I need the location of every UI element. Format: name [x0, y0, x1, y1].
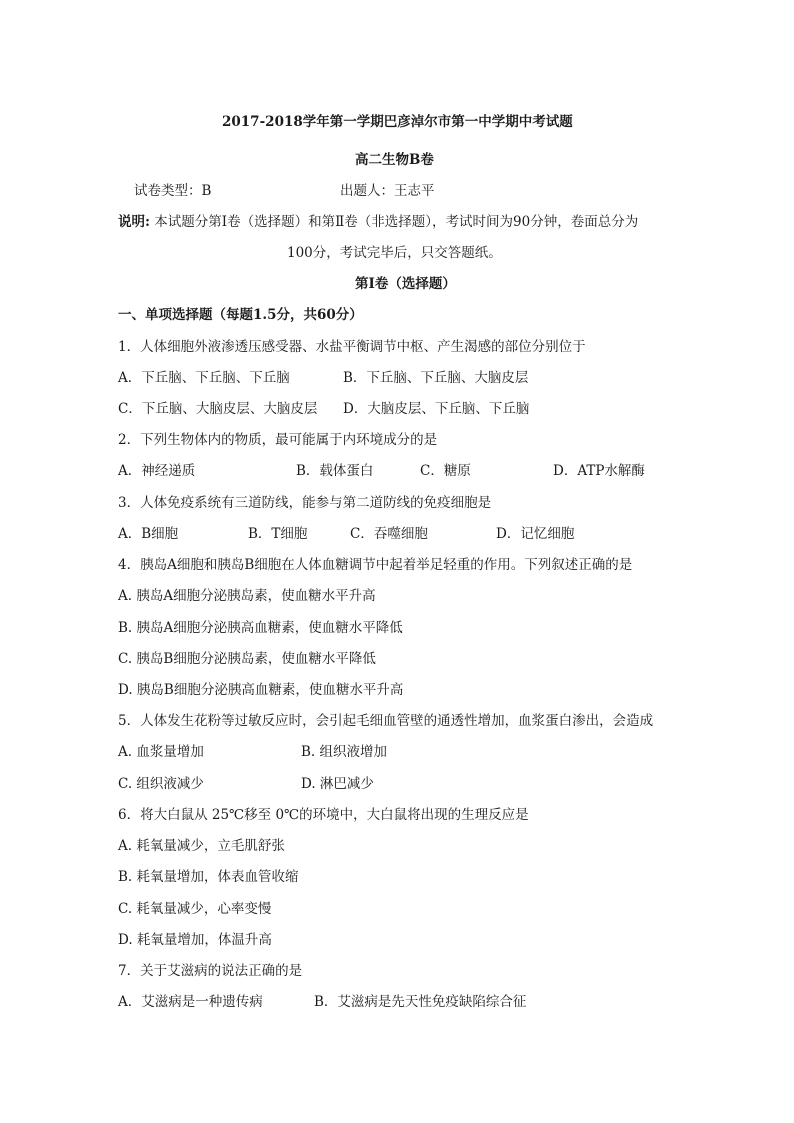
question-3-stem: 3．人体免疫系统有三道防线，能参与第二道防线的免疫细胞是 [118, 495, 492, 511]
question-7-option-b: B．艾滋病是先天性免疫缺陷综合征 [314, 994, 527, 1010]
question-5-option-b: B. 组织液增加 [301, 744, 388, 760]
section-1-title: 一、单项选择题（每题1.5分，共60分） [118, 307, 363, 323]
question-1-option-a: A．下丘脑、下丘脑、下丘脑 [118, 370, 290, 386]
question-3-option-d: D．记忆细胞 [496, 526, 575, 542]
exam-title: 2017-2018学年第一学期巴彦淖尔市第一中学期中考试题 [222, 114, 573, 130]
question-5-option-a: A. 血浆量增加 [118, 744, 204, 760]
question-2-option-b: B．载体蛋白 [296, 463, 374, 479]
question-1-stem: 1．人体细胞外液渗透压感受器、水盐平衡调节中枢、产生渴感的部位分别位于 [118, 339, 586, 355]
question-6-option-c: C. 耗氧量减少，心率变慢 [118, 901, 272, 917]
question-7-stem: 7．关于艾滋病的说法正确的是 [118, 963, 303, 979]
question-4-option-c: C. 胰岛B细胞分泌胰岛素，使血糖水平降低 [118, 651, 376, 667]
question-1-option-b: B．下丘脑、下丘脑、大脑皮层 [343, 370, 529, 386]
question-5-option-d: D. 淋巴减少 [301, 776, 374, 792]
question-4-stem: 4．胰岛A细胞和胰岛B细胞在人体血糖调节中起着举足轻重的作用。下列叙述正确的是 [118, 557, 633, 573]
exam-subtitle: 高二生物B卷 [355, 152, 434, 168]
question-2-option-c: C．糖原 [420, 463, 471, 479]
question-6-option-a: A. 耗氧量减少，立毛肌舒张 [118, 838, 285, 854]
question-3-option-b: B．T细胞 [248, 526, 308, 542]
question-6-option-d: D. 耗氧量增加，体温升高 [118, 932, 272, 948]
question-6-option-b: B. 耗氧量增加，体表血管收缩 [118, 869, 299, 885]
paper-type: 试卷类型：B [134, 183, 212, 199]
instructions-line-1 [118, 214, 638, 230]
instructions-label: 说明: [118, 214, 150, 230]
question-1-option-c: C．下丘脑、大脑皮层、大脑皮层 [118, 401, 318, 417]
question-6-stem: 6．将大白鼠从 25℃移至 0℃的环境中，大白鼠将出现的生理反应是 [118, 807, 529, 823]
part-1-title: 第Ⅰ卷（选择题） [355, 276, 456, 292]
exam-author: 出题人：王志平 [340, 183, 435, 199]
question-5-stem: 5．人体发生花粉等过敏反应时，会引起毛细血管壁的通透性增加，血浆蛋白渗出，会造成 [118, 713, 654, 729]
question-2-option-a: A．神经递质 [118, 463, 196, 479]
question-4-option-d: D. 胰岛B细胞分泌胰高血糖素，使血糖水平升高 [118, 682, 404, 698]
instructions-line-2: 100分，考试完毕后，只交答题纸。 [287, 245, 502, 261]
question-3-option-a: A．B细胞 [118, 526, 179, 542]
question-5-option-c: C. 组织液减少 [118, 776, 204, 792]
question-4-option-b: B. 胰岛A细胞分泌胰高血糖素，使血糖水平降低 [118, 620, 403, 636]
instructions-text-1: 本试题分第Ⅰ卷（选择题）和第Ⅱ卷（非选择题），考试时间为90分钟，卷面总分为 [154, 214, 639, 230]
question-2-option-d: D．ATP水解酶 [553, 463, 645, 479]
question-4-option-a: A. 胰岛A细胞分泌胰岛素，使血糖水平升高 [118, 588, 376, 604]
question-1-option-d: D．大脑皮层、下丘脑、下丘脑 [343, 401, 530, 417]
question-7-option-a: A．艾滋病是一种遗传病 [118, 994, 263, 1010]
question-2-stem: 2．下列生物体内的物质，最可能属于内环境成分的是 [118, 432, 438, 448]
question-3-option-c: C．吞噬细胞 [350, 526, 428, 542]
